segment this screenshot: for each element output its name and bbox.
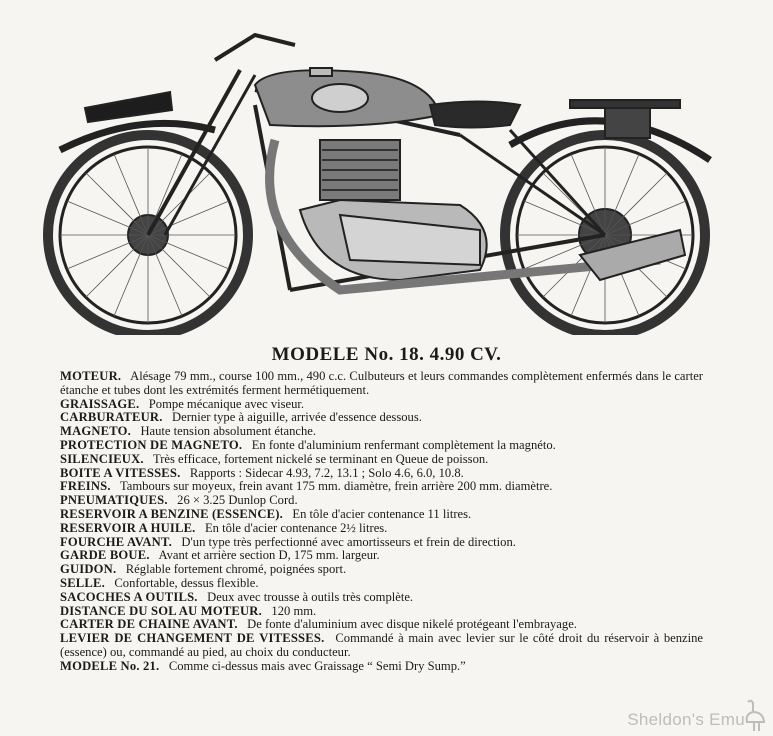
spec-label: SILENCIEUX.	[60, 451, 144, 466]
spec-label: PNEUMATIQUES.	[60, 493, 168, 508]
spec-label: FREINS.	[60, 479, 111, 494]
spec-item	[60, 439, 703, 453]
spec-item	[60, 577, 703, 591]
spec-text: 120 mm.	[271, 603, 317, 618]
model-title: MODELE No. 18. 4.90 CV.	[271, 344, 502, 365]
spec-text: Comme ci-dessus mais avec Graissage “ Semi Dry Sump.”	[168, 658, 466, 673]
spec-item	[60, 563, 703, 577]
spec-item	[60, 398, 703, 412]
spec-label: GUIDON.	[60, 562, 117, 577]
spec-text: 26 × 3.25 Dunlop Cord.	[177, 493, 298, 508]
spec-label: BOITE A VITESSES.	[60, 465, 181, 480]
spec-text: Très efficace, fortement nickelé se terminant en Queue de poisson.	[152, 451, 489, 466]
spec-item	[60, 480, 703, 494]
spec-label: RESERVOIR A HUILE.	[60, 520, 196, 535]
spec-item	[60, 632, 703, 660]
spec-item	[60, 605, 703, 619]
motorcycle-illustration	[40, 30, 740, 335]
spec-label: MOTEUR.	[60, 369, 122, 383]
spec-label: LEVIER DE CHANGEMENT DE VITESSES.	[60, 631, 325, 646]
spec-label: CARTER DE CHAINE AVANT.	[60, 617, 238, 632]
motorcycle-icon	[48, 35, 710, 335]
spec-text: De fonte d'aluminium avec disque nikelé protégeant l'embrayage.	[247, 617, 577, 632]
spec-text: Rapports : Sidecar 4.93, 7.2, 13.1 ; Solo 4.6, 6.0, 10.8.	[189, 465, 464, 480]
spec-label: PROTECTION DE MAGNETO.	[60, 437, 243, 452]
spec-label: MAGNETO.	[60, 424, 131, 439]
spec-label: FOURCHE AVANT.	[60, 534, 172, 549]
spec-text: En tôle d'acier contenance 2½ litres.	[204, 520, 388, 535]
spec-item	[60, 453, 703, 467]
spec-item	[60, 508, 703, 522]
specifications-list	[60, 370, 703, 674]
spec-item	[60, 591, 703, 605]
spec-text: Deux avec trousse à outils très complète.	[207, 589, 414, 604]
spec-text: Avant et arrière section D, 175 mm. largeur.	[158, 548, 380, 563]
spec-item	[60, 660, 703, 674]
spec-item	[60, 494, 703, 508]
spec-item	[60, 618, 703, 632]
spec-label: DISTANCE DU SOL AU MOTEUR.	[60, 603, 262, 618]
spec-label: GARDE BOUE.	[60, 548, 150, 563]
spec-text: Commandé à main avec levier sur le côté droit du réservoir à benzine (essence) ou, commandé au pied, au choix du conducteur.	[60, 631, 704, 659]
spec-label: CARBURATEUR.	[60, 410, 163, 425]
spec-text: Dernier type à aiguille, arrivée d'essence dessous.	[172, 410, 422, 425]
spec-item	[60, 536, 703, 550]
watermark-text: Sheldon's Emu	[627, 710, 745, 729]
spec-item	[60, 411, 703, 425]
spec-label: SELLE.	[60, 575, 105, 590]
emu-icon	[741, 698, 767, 732]
spec-label: GRAISSAGE.	[60, 396, 140, 411]
spec-item	[60, 425, 703, 439]
spec-text: En fonte d'aluminium renfermant complètement la magnéto.	[251, 437, 556, 452]
spec-label: MODELE No. 21.	[60, 658, 160, 673]
spec-item	[60, 549, 703, 563]
spec-text: Confortable, dessus flexible.	[114, 575, 259, 590]
spec-text: Réglable fortement chromé, poignées sport.	[125, 562, 347, 577]
spec-text: En tôle d'acier contenance 11 litres.	[292, 506, 472, 521]
spec-label: RESERVOIR A BENZINE (ESSENCE).	[60, 506, 283, 521]
spec-text: Alésage 79 mm., course 100 mm., 490 c.c. Culbuteurs et leurs commandes complètement enfermés dans le carter étanche et tubes dont les extrémités ferment hermétiquement.	[60, 369, 703, 397]
spec-item	[60, 370, 703, 398]
spec-item	[60, 467, 703, 481]
spec-text: Pompe mécanique avec viseur.	[148, 396, 305, 411]
spec-label: SACOCHES A OUTILS.	[60, 589, 198, 604]
spec-item	[60, 522, 703, 536]
spec-text: Tambours sur moyeux, frein avant 175 mm. diamètre, frein arrière 200 mm. diamètre.	[119, 479, 553, 494]
spec-text: Haute tension absolument étanche.	[140, 424, 317, 439]
spec-text: D'un type très perfectionné avec amortisseurs et frein de direction.	[181, 534, 516, 549]
